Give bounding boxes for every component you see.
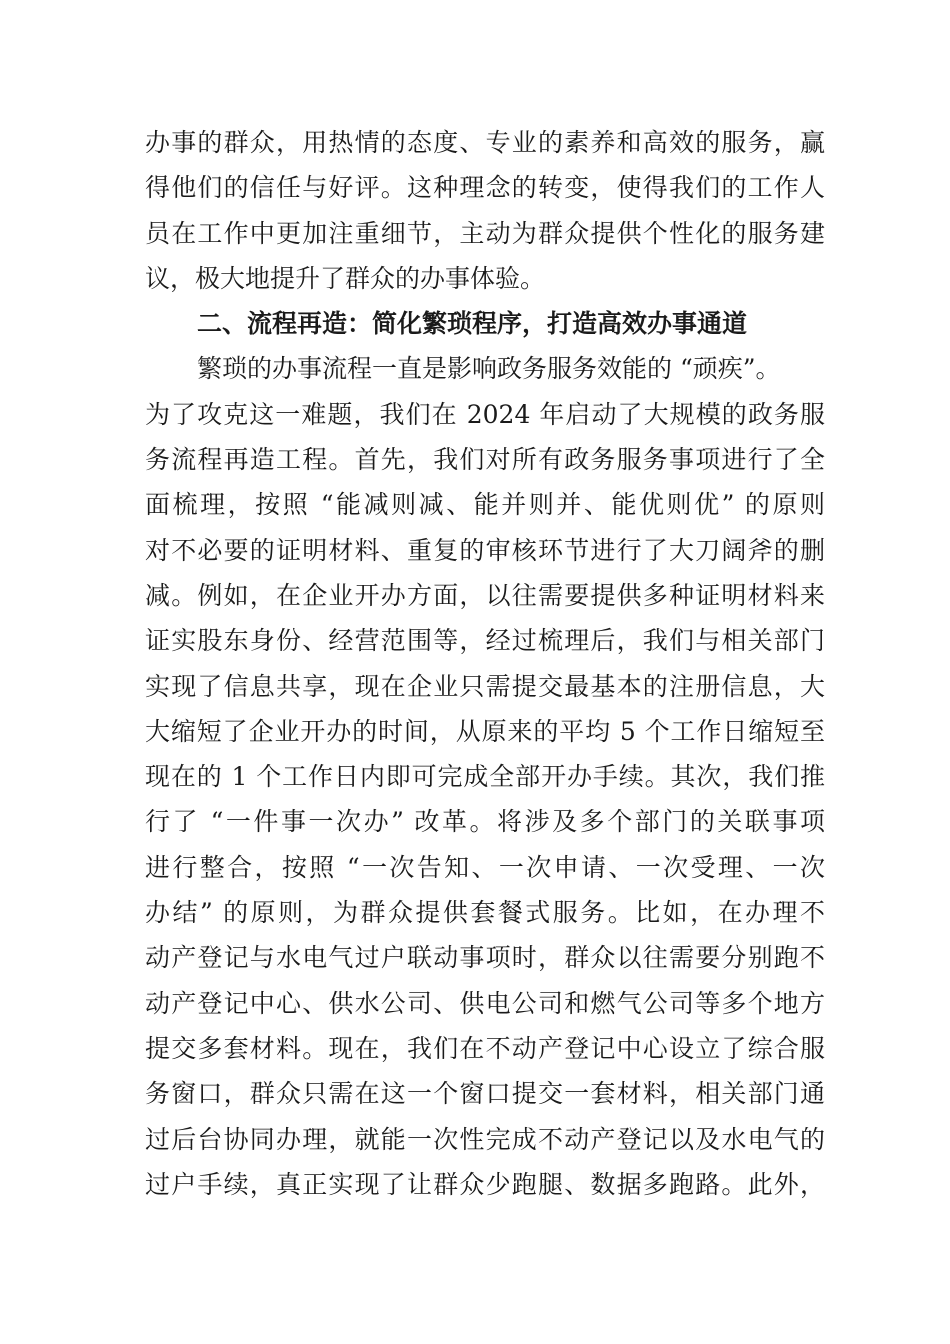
paragraph-line: 过后台协同办理，就能一次性完成不动产登记以及水电气的 (145, 1124, 825, 1154)
paragraph-line: 大缩短了企业开办的时间，从原来的平均 5 个工作日缩短至 (145, 716, 825, 746)
paragraph-line: 繁琐的办事流程一直是影响政务服务效能的 “顽疾”。 (197, 354, 781, 384)
paragraph-line: 现在的 1 个工作日内即可完成全部开办手续。其次，我们推 (145, 762, 825, 792)
paragraph-line: 面梳理，按照 “能减则减、能并则并、能优则优” 的原则 (145, 490, 825, 520)
paragraph-line: 议，极大地提升了群众的办事体验。 (145, 263, 546, 293)
paragraph-line: 减。例如，在企业开办方面，以往需要提供多种证明材料来 (145, 580, 825, 610)
paragraph-line: 动产登记与水电气过户联动事项时，群众以往需要分别跑不 (145, 943, 825, 973)
paragraph-line: 员在工作中更加注重细节，主动为群众提供个性化的服务建 (145, 218, 825, 248)
paragraph-line: 实现了信息共享，现在企业只需提交最基本的注册信息，大 (145, 671, 825, 701)
paragraph-line: 办结” 的原则，为群众提供套餐式服务。比如，在办理不 (145, 898, 825, 928)
paragraph-line: 对不必要的证明材料、重复的审核环节进行了大刀阔斧的删 (145, 535, 825, 565)
paragraph-line: 证实股东身份、经营范围等，经过梳理后，我们与相关部门 (145, 626, 825, 656)
paragraph-line: 提交多套材料。现在，我们在不动产登记中心设立了综合服 (145, 1033, 825, 1063)
section-heading: 二、流程再造：简化繁琐程序，打造高效办事通道 (197, 309, 748, 339)
paragraph-line: 为了攻克这一难题，我们在 2024 年启动了大规模的政务服 (145, 399, 825, 429)
paragraph-line: 进行整合，按照 “一次告知、一次申请、一次受理、一次 (145, 852, 825, 882)
paragraph-line: 务窗口，群众只需在这一个窗口提交一套材料，相关部门通 (145, 1079, 825, 1109)
paragraph-line: 务流程再造工程。首先，我们对所有政务服务事项进行了全 (145, 445, 825, 475)
paragraph-line: 行了 “一件事一次办” 改革。将涉及多个部门的关联事项 (145, 807, 825, 837)
paragraph-line: 动产登记中心、供水公司、供电公司和燃气公司等多个地方 (145, 988, 825, 1018)
paragraph-line: 得他们的信任与好评。这种理念的转变，使得我们的工作人 (145, 173, 825, 203)
paragraph-line: 过户手续，真正实现了让群众少跑腿、数据多跑路。此外， (145, 1169, 825, 1199)
body-text (145, 120, 825, 1207)
paragraph-line: 办事的群众，用热情的态度、专业的素养和高效的服务，赢 (145, 128, 825, 157)
